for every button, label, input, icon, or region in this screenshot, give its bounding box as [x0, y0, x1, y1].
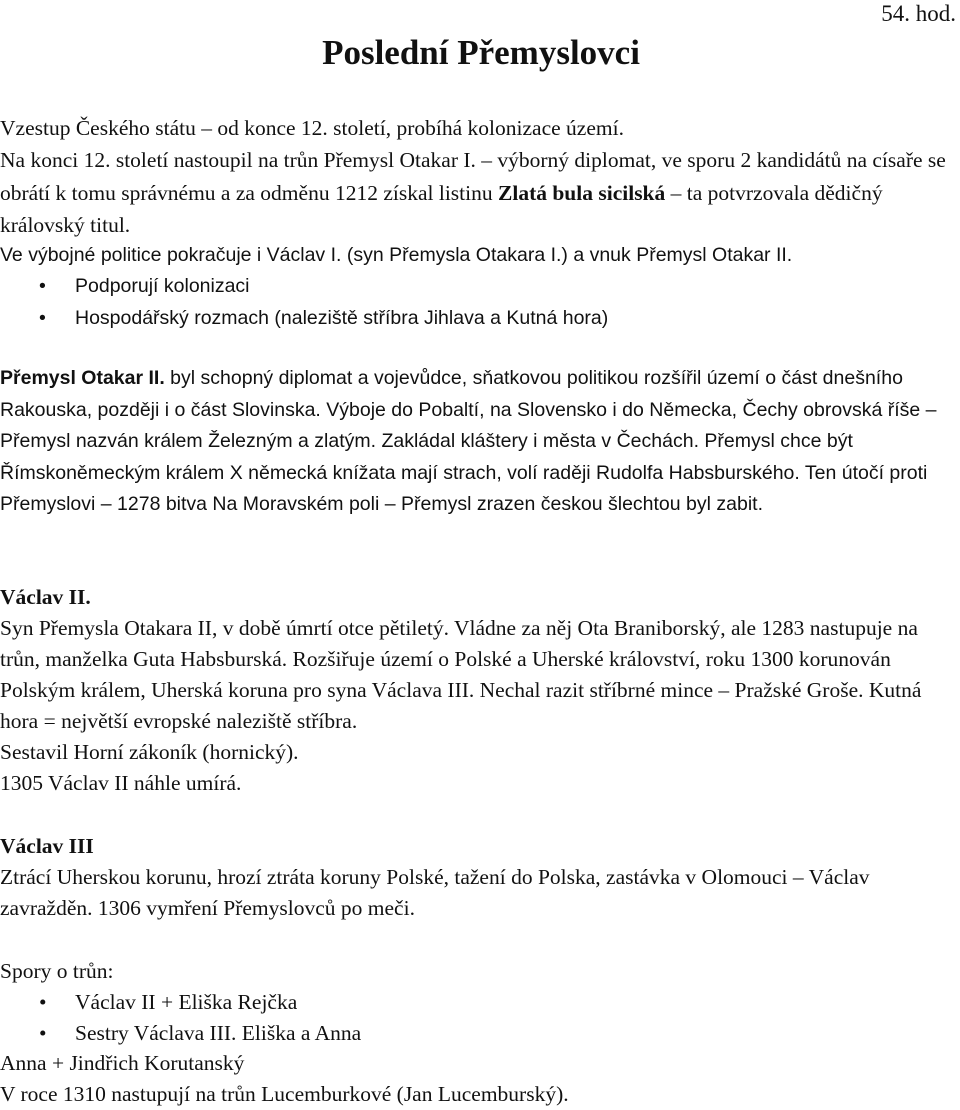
spory-bullet-list	[0, 987, 956, 1049]
intro-paragraph	[0, 112, 956, 242]
vaclav3-heading-text: Václav III	[0, 834, 94, 858]
list-item-text: Václav II + Eliška Rejčka	[75, 990, 298, 1014]
spory-footer	[0, 1048, 956, 1110]
intro-paragraph-2	[0, 144, 956, 241]
vaclav2-heading-text: Václav II.	[0, 585, 91, 609]
list-item	[0, 303, 956, 335]
vaclav2-line-3: 1305 Václav II náhle umírá.	[0, 771, 242, 795]
vaclav1-paragraph: Ve výbojné politice pokračuje i Václav I. (syn Přemysla Otakara I.) a vnuk Přemysl Otakar II.	[0, 244, 793, 266]
spory-heading: Spory o trůn:	[0, 959, 114, 983]
vaclav3-heading	[0, 831, 956, 862]
vaclav3-section	[0, 831, 956, 924]
zlata-bula-bold: Zlatá bula sicilská	[498, 180, 666, 205]
vaclav1-bullet-list	[0, 271, 956, 334]
page-title	[0, 32, 960, 74]
spory-line-1: Anna + Jindřich Korutanský	[0, 1051, 245, 1075]
list-item-text: Podporují kolonizaci	[75, 275, 250, 297]
list-item	[0, 1018, 956, 1049]
bullet-icon: •	[39, 275, 46, 297]
vaclav2-text: Syn Přemysla Otakara II, v době úmrtí otce pětiletý. Vládne za něj Ota Braniborský, ale 1283 nastupuje na trůn, manželka Guta Habsburská. Rozšiřuje území o Polské a Uherské království, roku 1300 korunován Polským králem, Uherská koruna pro syna Václava III. Nechal razit stříbrné mince – Pražské Groše. Kutná hora = největší evropské naleziště stříbra.	[0, 616, 922, 733]
spory-line-2: V roce 1310 nastupují na trůn Lucemburkové (Jan Lucemburský).	[0, 1082, 569, 1106]
bullet-icon: •	[39, 1021, 47, 1045]
vaclav2-heading	[0, 582, 956, 613]
intro-text-a: Na konci 12. století nastoupil na trůn Přemysl Otakar I. – výborný diplomat, ve sporu 2 kandidátů na císaře se obrátí k tomu správnému a za odměnu 1212 získal listinu	[0, 148, 946, 205]
intro-line-1: Vzestup Českého státu – od konce 12. století, probíhá kolonizace území.	[0, 116, 624, 140]
list-item	[0, 987, 956, 1018]
list-item-text: Hospodářský rozmach (naleziště stříbra Jihlava a Kutná hora)	[75, 306, 609, 329]
intro-text-b: – ta potvrzovala dědičný královský titul.	[0, 180, 883, 238]
lesson-hour: 54. hod.	[881, 1, 956, 26]
otakar2-heading: Přemysl Otakar II.	[0, 367, 165, 389]
bullet-icon: •	[39, 306, 46, 329]
vaclav3-text: Ztrácí Uherskou korunu, hrozí ztráta koruny Polské, tažení do Polska, zastávka v Olomouci – Václav zavražděn. 1306 vymření Přemyslovců po meči.	[0, 865, 870, 920]
otakar2-paragraph	[0, 363, 956, 521]
page-title-text: Poslední Přemyslovci	[322, 33, 640, 72]
list-item	[0, 271, 956, 303]
vaclav2-section	[0, 582, 956, 799]
bullet-icon: •	[39, 990, 47, 1014]
list-item-text: Sestry Václava III. Eliška a Anna	[75, 1021, 362, 1045]
otakar2-text: byl schopný diplomat a vojevůdce, sňatkovou politikou rozšířil území o část dnešního Rakouska, později i o část Slovinska. Výboje do Pobaltí, na Slovensko i do Německa, Čechy obrovská říše – Přemysl nazván králem Železným a zlatým. Zakládal kláštery i města v Čechách. Přemysl chce být Římskoněmeckým králem X německá knížata mají strach, volí raději Rudolfa Habsburského. Ten útočí proti Přemyslovi – 1278 bitva Na Moravském poli – Přemysl zrazen českou šlechtou byl zabit.	[0, 367, 937, 515]
vaclav2-line-2: Sestavil Horní zákoník (hornický).	[0, 740, 299, 764]
